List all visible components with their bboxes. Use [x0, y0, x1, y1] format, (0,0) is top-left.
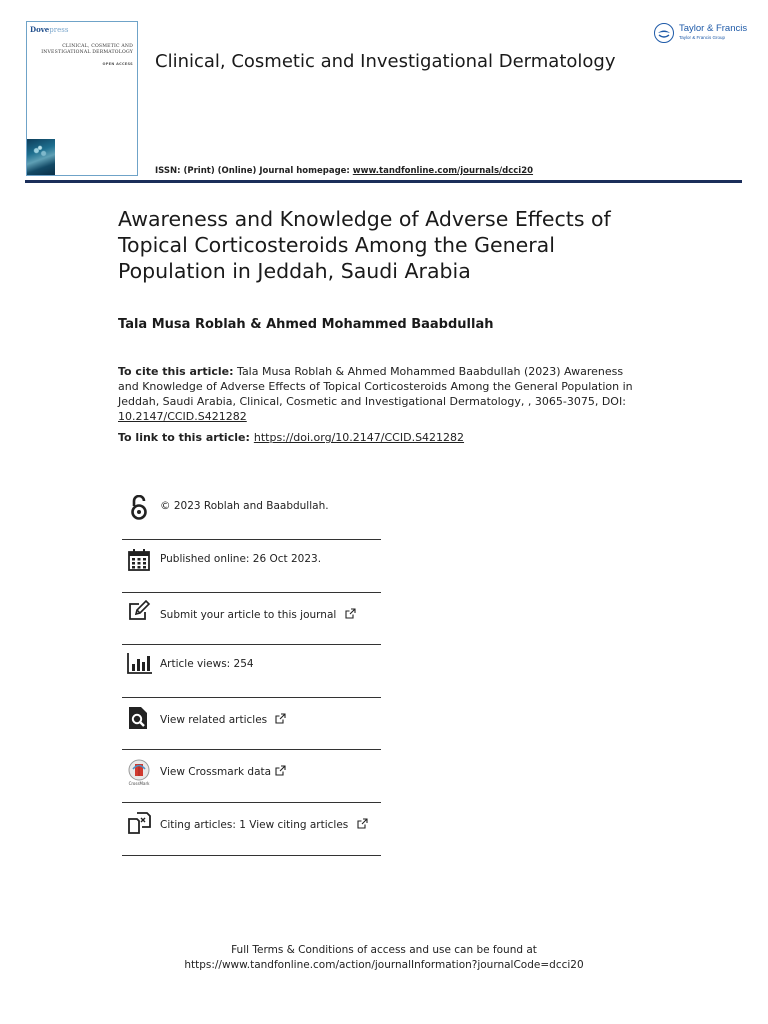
citation-block	[118, 364, 646, 424]
info-row-crossmark[interactable]	[122, 750, 380, 802]
publisher-group: Taylor & Francis Group	[679, 35, 726, 40]
footer-terms-url[interactable]: https://www.tandfonline.com/action/journalInformation?journalCode=dcci20	[184, 959, 584, 971]
taylor-francis-logo[interactable]	[654, 22, 746, 46]
article-title: Awareness and Knowledge of Adverse Effects of Topical Corticosteroids Among the General Population in Jeddah, Saudi Arabia	[118, 207, 611, 283]
external-link-icon	[357, 818, 368, 832]
article-views-text: Article views: 254	[160, 658, 254, 670]
external-link-icon	[345, 608, 356, 622]
terms-footer	[0, 943, 768, 973]
view-crossmark-label: View Crossmark data	[160, 766, 272, 778]
published-online-text: Published online: 26 Oct 2023.	[160, 553, 322, 565]
crossmark-icon	[127, 759, 151, 786]
publisher-name: Taylor & Francis	[679, 23, 748, 34]
related-search-icon	[127, 706, 151, 730]
issn-line	[155, 166, 533, 176]
article-doi-link[interactable]: https://doi.org/10.2147/CCID.S421282	[253, 431, 465, 444]
open-access-icon	[127, 495, 151, 519]
external-link-icon	[275, 713, 286, 727]
view-citing-label: Citing articles: 1 View citing articles	[160, 819, 349, 831]
dovepress-logo: Dovepress	[30, 25, 69, 34]
submit-article-label: Submit your article to this journal	[160, 609, 337, 621]
info-row-published	[122, 540, 380, 592]
license-text: © 2023 Roblah and Baabdullah.	[160, 500, 329, 512]
submit-edit-icon	[127, 600, 151, 624]
article-link-block	[118, 431, 464, 444]
info-row-submit[interactable]	[122, 593, 380, 645]
link-label: To link to this article:	[118, 431, 250, 444]
issn-label: ISSN: (Print) (Online) Journal homepage:	[155, 166, 353, 176]
journal-title: Clinical, Cosmetic and Investigational Dermatology	[155, 51, 616, 72]
cover-journal-name: CLINICAL, COSMETIC AND INVESTIGATIONAL DERMATOLOGY	[41, 44, 133, 55]
header-rule	[25, 180, 742, 183]
external-link-icon	[275, 765, 286, 779]
cite-label: To cite this article:	[118, 365, 234, 378]
article-authors: Tala Musa Roblah & Ahmed Mohammed Baabdullah	[118, 317, 494, 332]
cover-photo	[27, 139, 55, 175]
calendar-icon	[127, 548, 151, 572]
citing-articles-icon	[127, 811, 151, 835]
info-row-views	[122, 645, 380, 697]
view-citing-link[interactable]	[160, 818, 368, 832]
submit-article-link[interactable]	[160, 608, 356, 622]
journal-cover-thumbnail	[26, 21, 138, 176]
journal-homepage-link[interactable]: www.tandfonline.com/journals/dcci20	[352, 166, 534, 176]
taylor-francis-emblem-icon	[654, 23, 674, 43]
cite-doi-link[interactable]: 10.2147/CCID.S421282	[118, 410, 247, 423]
footer-line-1: Full Terms & Conditions of access and use can be found at	[231, 944, 537, 956]
info-row-citing[interactable]	[122, 803, 380, 855]
view-related-label: View related articles	[160, 714, 268, 726]
info-row-related[interactable]	[122, 698, 380, 750]
crossmark-caption: CrossMark	[128, 781, 150, 786]
bar-chart-icon	[127, 652, 151, 676]
cite-text: Tala Musa Roblah & Ahmed Mohammed Baabdullah (2023) Awareness and Knowledge of Adverse Effects of Topical Corticosteroids Among the General Population in Jeddah, Saudi Arabia, Clinical, Cosmetic and Investigational Dermatology, , 3065-3075, DOI:	[118, 365, 633, 408]
cover-open-access: OPEN ACCESS	[102, 62, 133, 66]
view-crossmark-link[interactable]	[160, 765, 286, 779]
view-related-link[interactable]	[160, 713, 286, 727]
info-row-license	[122, 487, 380, 539]
info-divider	[122, 855, 381, 856]
